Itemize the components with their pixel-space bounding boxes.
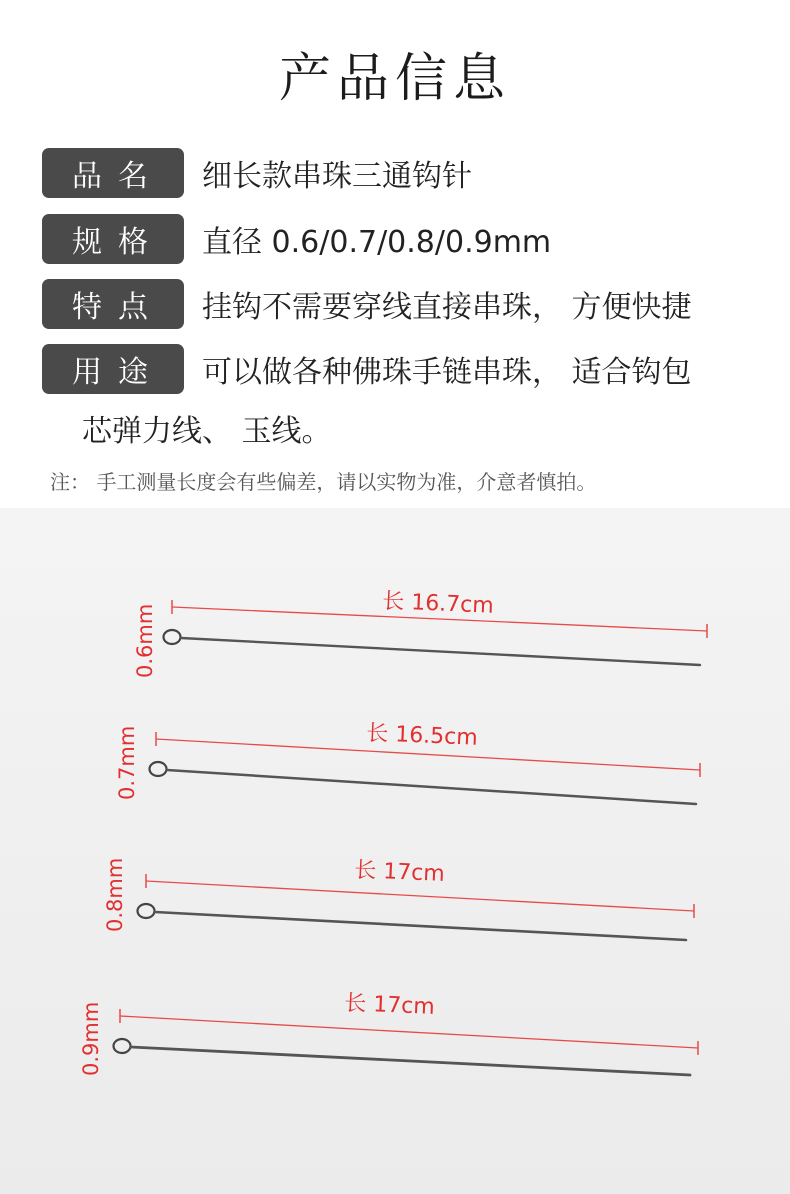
info-row-spec bbox=[42, 212, 551, 266]
measurement-note: 注： 手工测量长度会有些偏差，请以实物为准，介意者慎拍。 bbox=[50, 470, 597, 494]
diameter-label: 0.8mm bbox=[103, 857, 127, 932]
length-label: 长 16.5cm bbox=[365, 721, 479, 751]
diameter-label: 0.9mm bbox=[79, 1001, 103, 1076]
product-photo bbox=[0, 508, 790, 1194]
length-label: 长 17cm bbox=[353, 858, 446, 887]
needle-eye bbox=[150, 762, 167, 776]
needle-shaft bbox=[181, 638, 700, 665]
label-name-badge: 品名 bbox=[42, 148, 184, 198]
page-title: 产品信息 bbox=[278, 49, 511, 109]
needle-shaft bbox=[167, 770, 696, 804]
needle-0.9mm bbox=[79, 991, 698, 1076]
info-row-name bbox=[42, 146, 472, 200]
info-row-usage bbox=[42, 342, 692, 396]
length-label: 长 16.7cm bbox=[381, 589, 495, 619]
label-spec-badge: 规格 bbox=[42, 214, 184, 264]
label-usage-badge: 用途 bbox=[42, 344, 184, 394]
value-usage: 可以做各种佛珠手链串珠， 适合钩包 bbox=[202, 355, 692, 390]
needle-0.7mm bbox=[115, 721, 700, 804]
diameter-label: 0.7mm bbox=[115, 725, 139, 800]
diameter-label: 0.6mm bbox=[133, 603, 157, 678]
needle-illustration bbox=[0, 508, 790, 1194]
value-feature: 挂钩不需要穿线直接串珠， 方便快捷 bbox=[202, 290, 692, 325]
label-feature-badge: 特点 bbox=[42, 279, 184, 329]
needle-shaft bbox=[131, 1047, 690, 1075]
needle-0.6mm bbox=[133, 589, 707, 678]
needle-shaft bbox=[155, 912, 686, 940]
needle-0.8mm bbox=[103, 858, 694, 940]
value-usage-continued: 芯弹力线、 玉线。 bbox=[82, 414, 332, 449]
needle-eye bbox=[164, 630, 181, 644]
value-spec: 直径 0.6/0.7/0.8/0.9mm bbox=[202, 225, 552, 260]
needle-eye bbox=[138, 904, 155, 918]
needle-eye bbox=[114, 1039, 131, 1053]
info-row-feature bbox=[42, 277, 692, 331]
length-label: 长 17cm bbox=[343, 991, 436, 1020]
value-name: 细长款串珠三通钩针 bbox=[202, 159, 472, 194]
length-line bbox=[120, 1016, 698, 1048]
